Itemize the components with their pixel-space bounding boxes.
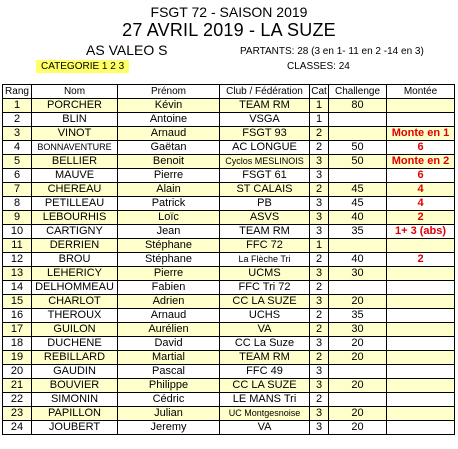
cell-rang: 24 xyxy=(3,421,32,435)
col-header-nom: Nom xyxy=(32,85,118,99)
cell-club: LE MANS Tri xyxy=(220,393,310,407)
cell-prenom: Stéphane xyxy=(118,239,220,253)
cell-cat: 3 xyxy=(310,225,329,239)
cell-cat: 1 xyxy=(310,239,329,253)
cell-rang: 15 xyxy=(3,295,32,309)
cell-prenom: Pascal xyxy=(118,365,220,379)
cell-nom: BELLIER xyxy=(32,155,118,169)
cell-nom: JOUBERT xyxy=(32,421,118,435)
cell-club: FFC 72 xyxy=(220,239,310,253)
cell-nom: VINOT xyxy=(32,127,118,141)
col-header-prenom: Prénom xyxy=(118,85,220,99)
cell-nom: PETILLEAU xyxy=(32,197,118,211)
event-title: 27 AVRIL 2019 - LA SUZE xyxy=(122,20,336,40)
cell-challenge: 80 xyxy=(329,99,387,113)
cell-nom: GAUDIN xyxy=(32,365,118,379)
cell-prenom: Pierre xyxy=(118,267,220,281)
table-row xyxy=(3,169,455,183)
cell-nom: CARTIGNY xyxy=(32,225,118,239)
cell-cat: 2 xyxy=(310,127,329,141)
cell-rang: 3 xyxy=(3,127,32,141)
cell-cat: 2 xyxy=(310,323,329,337)
cell-club: PB xyxy=(220,197,310,211)
cell-nom: CHARLOT xyxy=(32,295,118,309)
cell-montee: 2 xyxy=(387,253,455,267)
cell-nom: THEROUX xyxy=(32,309,118,323)
cell-montee xyxy=(387,407,455,421)
cell-rang: 23 xyxy=(3,407,32,421)
table-row xyxy=(3,99,455,113)
cell-cat: 3 xyxy=(310,267,329,281)
cell-prenom: Benoit xyxy=(118,155,220,169)
cell-club: UC Montgesnoise xyxy=(220,407,310,421)
table-row xyxy=(3,267,455,281)
cell-montee xyxy=(387,281,455,295)
table-row xyxy=(3,211,455,225)
cell-club: AC LONGUE xyxy=(220,141,310,155)
cell-montee xyxy=(387,239,455,253)
cell-challenge: 40 xyxy=(329,211,387,225)
cell-rang: 22 xyxy=(3,393,32,407)
col-header-rang: Rang xyxy=(3,85,32,99)
cell-rang: 4 xyxy=(3,141,32,155)
cell-prenom: Alain xyxy=(118,183,220,197)
cell-cat: 2 xyxy=(310,393,329,407)
cell-cat: 2 xyxy=(310,141,329,155)
cell-nom: REBILLARD xyxy=(32,351,118,365)
cell-rang: 6 xyxy=(3,169,32,183)
cell-club: TEAM RM xyxy=(220,225,310,239)
cell-rang: 20 xyxy=(3,365,32,379)
cell-rang: 5 xyxy=(3,155,32,169)
cell-challenge xyxy=(329,281,387,295)
cell-cat: 2 xyxy=(310,309,329,323)
cell-montee xyxy=(387,365,455,379)
cell-rang: 12 xyxy=(3,253,32,267)
table-row xyxy=(3,337,455,351)
cell-prenom: Loïc xyxy=(118,211,220,225)
cell-club: FSGT 93 xyxy=(220,127,310,141)
cell-club: CC La Suze xyxy=(220,337,310,351)
cell-prenom: Fabien xyxy=(118,281,220,295)
cell-cat: 3 xyxy=(310,421,329,435)
cell-prenom: Stéphane xyxy=(118,253,220,267)
cell-cat: 3 xyxy=(310,211,329,225)
results-table xyxy=(2,84,455,435)
cell-challenge: 30 xyxy=(329,267,387,281)
cell-club: CC LA SUZE xyxy=(220,379,310,393)
table-row xyxy=(3,281,455,295)
cell-prenom: Arnaud xyxy=(118,309,220,323)
cell-rang: 19 xyxy=(3,351,32,365)
cell-montee xyxy=(387,421,455,435)
col-header-cat: Cat xyxy=(311,86,327,97)
cell-montee: 6 xyxy=(387,169,455,183)
cell-cat: 3 xyxy=(310,337,329,351)
cell-club: VSGA xyxy=(220,113,310,127)
table-row xyxy=(3,295,455,309)
cell-prenom: Pierre xyxy=(118,169,220,183)
cell-cat: 3 xyxy=(310,295,329,309)
cell-club: TEAM RM xyxy=(220,99,310,113)
cell-challenge: 35 xyxy=(329,309,387,323)
cell-montee: Monte en 1 xyxy=(387,127,455,141)
cell-club: UCHS xyxy=(220,309,310,323)
cell-challenge: 20 xyxy=(329,379,387,393)
cell-cat: 3 xyxy=(310,365,329,379)
table-row xyxy=(3,379,455,393)
cell-nom: BLIN xyxy=(32,113,118,127)
cell-club: FFC 49 xyxy=(220,365,310,379)
cell-nom: MAUVE xyxy=(32,169,118,183)
cell-rang: 16 xyxy=(3,309,32,323)
cell-nom: CHEREAU xyxy=(32,183,118,197)
cell-rang: 7 xyxy=(3,183,32,197)
cell-challenge: 45 xyxy=(329,197,387,211)
table-row xyxy=(3,239,455,253)
cell-rang: 17 xyxy=(3,323,32,337)
cell-montee: Monte en 2 xyxy=(387,155,455,169)
cell-club: ASVS xyxy=(220,211,310,225)
cell-prenom: Cédric xyxy=(118,393,220,407)
cell-club: Cyclos MESLINOIS xyxy=(220,155,310,169)
cell-challenge: 20 xyxy=(329,407,387,421)
participants-count: PARTANTS: 28 (3 en 1- 11 en 2 -14 en 3) xyxy=(240,46,424,57)
organizer-club: AS VALEO S xyxy=(86,42,168,58)
cell-nom: BOUVIER xyxy=(32,379,118,393)
cell-cat: 2 xyxy=(310,351,329,365)
cell-nom: GUILON xyxy=(32,323,118,337)
cell-cat: 3 xyxy=(310,379,329,393)
cell-nom: LEBOURHIS xyxy=(32,211,118,225)
table-row xyxy=(3,141,455,155)
cell-rang: 10 xyxy=(3,225,32,239)
cell-cat: 1 xyxy=(310,99,329,113)
cell-cat: 2 xyxy=(310,281,329,295)
cell-nom: DUCHENE xyxy=(32,337,118,351)
cell-challenge: 50 xyxy=(329,141,387,155)
table-row xyxy=(3,113,455,127)
cell-montee xyxy=(387,99,455,113)
table-row xyxy=(3,253,455,267)
cell-rang: 11 xyxy=(3,239,32,253)
cell-club: La Flèche Tri xyxy=(220,253,310,267)
cell-rang: 8 xyxy=(3,197,32,211)
cell-rang: 1 xyxy=(3,99,32,113)
cell-challenge: 20 xyxy=(329,337,387,351)
cell-cat: 2 xyxy=(310,253,329,267)
cell-prenom: Aurélien xyxy=(118,323,220,337)
cell-cat: 1 xyxy=(310,113,329,127)
table-row xyxy=(3,127,455,141)
cell-rang: 18 xyxy=(3,337,32,351)
cell-cat: 3 xyxy=(310,407,329,421)
cell-rang: 9 xyxy=(3,211,32,225)
table-row xyxy=(3,197,455,211)
table-row xyxy=(3,323,455,337)
cell-challenge xyxy=(329,169,387,183)
cell-prenom: Patrick xyxy=(118,197,220,211)
cell-montee: 1+ 3 (abs) xyxy=(387,225,455,239)
cell-challenge xyxy=(329,239,387,253)
cell-nom: PAPILLON xyxy=(32,407,118,421)
cell-challenge xyxy=(329,393,387,407)
cell-club: VA xyxy=(220,421,310,435)
cell-prenom: Martial xyxy=(118,351,220,365)
cell-challenge: 45 xyxy=(329,183,387,197)
cell-rang: 14 xyxy=(3,281,32,295)
table-row xyxy=(3,155,455,169)
cell-montee xyxy=(387,379,455,393)
cell-prenom: Julian xyxy=(118,407,220,421)
cell-montee xyxy=(387,267,455,281)
cell-cat: 3 xyxy=(310,169,329,183)
cell-prenom: Adrien xyxy=(118,295,220,309)
cell-nom: PORCHER xyxy=(32,99,118,113)
cell-club: FSGT 61 xyxy=(220,169,310,183)
classified-count: CLASSES: 24 xyxy=(287,61,350,72)
cell-nom: DERRIEN xyxy=(32,239,118,253)
cell-club: FFC Tri 72 xyxy=(220,281,310,295)
cell-challenge: 20 xyxy=(329,351,387,365)
cell-club: VA xyxy=(220,323,310,337)
cell-montee xyxy=(387,295,455,309)
col-header-challenge: Challenge xyxy=(329,85,387,99)
cell-club: ST CALAIS xyxy=(220,183,310,197)
cell-montee: 4 xyxy=(387,197,455,211)
cell-prenom: David xyxy=(118,337,220,351)
cell-prenom: Gaëtan xyxy=(118,141,220,155)
cell-cat: 3 xyxy=(310,197,329,211)
cell-cat: 3 xyxy=(310,155,329,169)
col-header-club: Club / Fédération xyxy=(220,85,310,99)
cell-nom: DELHOMMEAU xyxy=(32,281,118,295)
cell-challenge: 40 xyxy=(329,253,387,267)
cell-prenom: Arnaud xyxy=(118,127,220,141)
cell-rang: 21 xyxy=(3,379,32,393)
cell-prenom: Jean xyxy=(118,225,220,239)
category-label: CATEGORIE 1 2 3 xyxy=(36,60,129,73)
table-row xyxy=(3,365,455,379)
cell-cat: 2 xyxy=(310,183,329,197)
cell-club: CC LA SUZE xyxy=(220,295,310,309)
cell-montee xyxy=(387,113,455,127)
cell-challenge: 20 xyxy=(329,295,387,309)
cell-challenge xyxy=(329,127,387,141)
cell-club: TEAM RM xyxy=(220,351,310,365)
cell-nom: SIMONIN xyxy=(32,393,118,407)
cell-challenge: 35 xyxy=(329,225,387,239)
cell-nom: BONNAVENTURE xyxy=(32,141,118,155)
cell-challenge xyxy=(329,113,387,127)
cell-prenom: Antoine xyxy=(118,113,220,127)
cell-montee xyxy=(387,323,455,337)
cell-rang: 13 xyxy=(3,267,32,281)
table-row xyxy=(3,225,455,239)
table-row xyxy=(3,421,455,435)
cell-nom: LEHERICY xyxy=(32,267,118,281)
col-header-montee: Montée xyxy=(387,85,455,99)
table-row xyxy=(3,183,455,197)
cell-challenge: 50 xyxy=(329,155,387,169)
season-title: FSGT 72 - SAISON 2019 xyxy=(150,4,308,20)
cell-challenge xyxy=(329,365,387,379)
cell-montee xyxy=(387,309,455,323)
cell-club: UCMS xyxy=(220,267,310,281)
table-header-row xyxy=(3,85,455,99)
cell-montee xyxy=(387,393,455,407)
cell-challenge: 30 xyxy=(329,323,387,337)
table-row xyxy=(3,309,455,323)
cell-montee xyxy=(387,351,455,365)
cell-prenom: Philippe xyxy=(118,379,220,393)
cell-challenge: 20 xyxy=(329,421,387,435)
cell-montee: 4 xyxy=(387,183,455,197)
cell-prenom: Jeremy xyxy=(118,421,220,435)
cell-prenom: Kévin xyxy=(118,99,220,113)
cell-rang: 2 xyxy=(3,113,32,127)
cell-montee xyxy=(387,337,455,351)
cell-nom: BROU xyxy=(32,253,118,267)
cell-montee: 6 xyxy=(387,141,455,155)
table-row xyxy=(3,407,455,421)
table-row xyxy=(3,393,455,407)
table-row xyxy=(3,351,455,365)
cell-montee: 2 xyxy=(387,211,455,225)
